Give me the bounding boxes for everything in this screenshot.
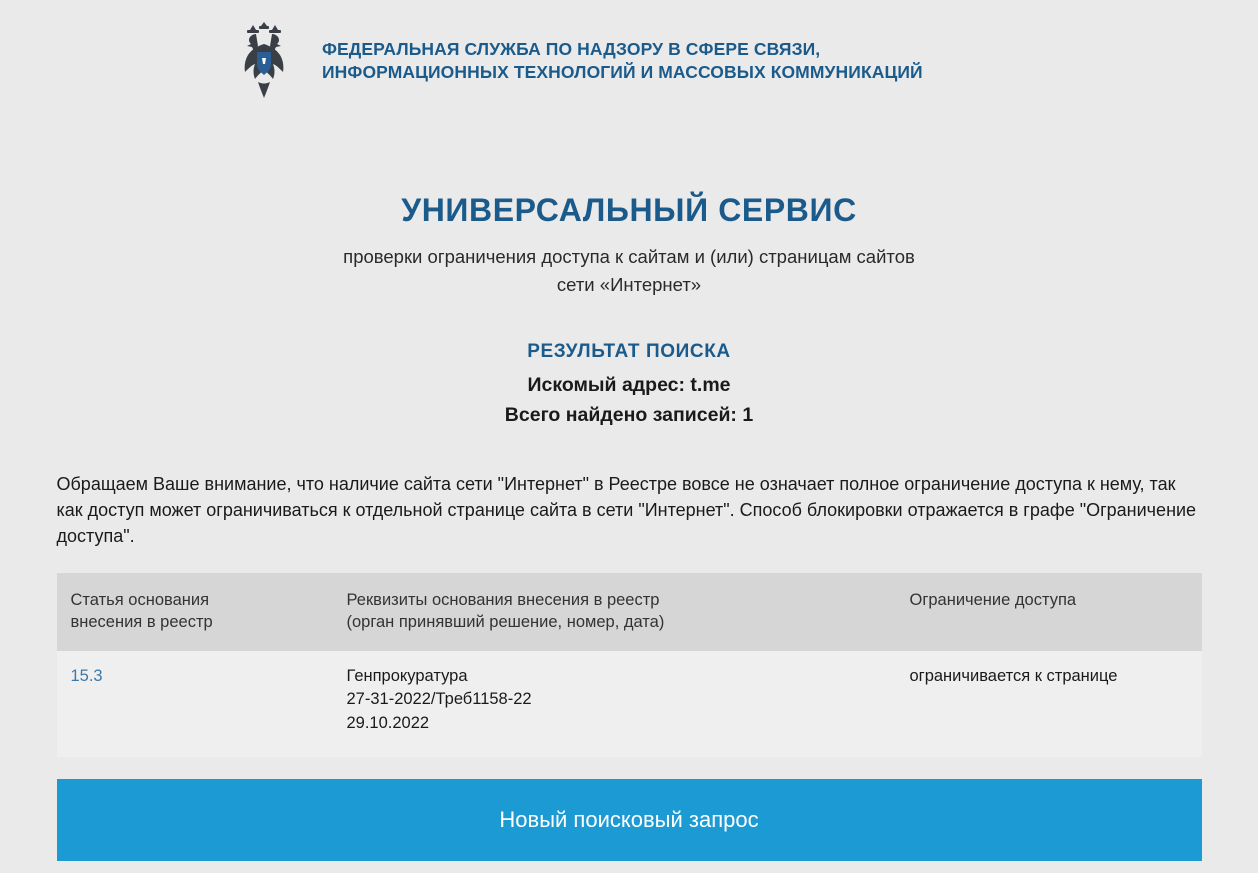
page-title: УНИВЕРСАЛЬНЫЙ СЕРВИС — [401, 192, 857, 228]
agency-name-line1: ФЕДЕРАЛЬНАЯ СЛУЖБА ПО НАДЗОРУ В СФЕРЕ СВЯЗИ, — [322, 38, 821, 59]
column-header-article-line2: внесения в реестр — [70, 613, 213, 632]
agency-name-line2: ИНФОРМАЦИОННЫХ ТЕХНОЛОГИЙ И МАССОВЫХ КОММУНИКАЦИЙ — [322, 62, 923, 82]
column-header-article — [57, 573, 333, 652]
cell-restriction: ограничивается к странице — [896, 651, 1202, 756]
cell-basis — [333, 651, 896, 756]
searched-address: Искомый адрес: t.me — [527, 373, 731, 396]
column-header-article-line1: Статья основания — [70, 590, 210, 609]
agency-name — [322, 38, 923, 85]
page-subtitle — [0, 243, 1258, 299]
records-found-count: Всего найдено записей: 1 — [504, 403, 754, 426]
column-header-basis-line2: (орган принявший решение, номер, дата) — [346, 613, 665, 632]
basis-number: 27-31-2022/Треб1158-22 — [346, 690, 532, 709]
page-subtitle-line1: проверки ограничения доступа к сайтам и (или) страницам сайтов — [343, 246, 915, 267]
new-search-button[interactable]: Новый поисковый запрос — [57, 779, 1202, 861]
cell-article — [57, 651, 333, 756]
search-result-heading: РЕЗУЛЬТАТ ПОИСКА — [527, 340, 731, 362]
column-header-basis — [333, 573, 896, 652]
registry-table-wrapper — [57, 573, 1202, 757]
article-link[interactable]: 15.3 — [70, 667, 103, 686]
basis-authority: Генпрокуратура — [346, 667, 468, 686]
double-headed-eagle-emblem-icon — [232, 22, 296, 100]
table-header-row — [57, 573, 1202, 652]
table-row — [57, 651, 1202, 756]
registry-table — [57, 573, 1202, 757]
page-subtitle-line2: сети «Интернет» — [556, 273, 702, 295]
site-header — [0, 0, 1258, 100]
basis-date: 29.10.2022 — [346, 713, 430, 732]
registry-notice-text: Обращаем Ваше внимание, что наличие сайта сети "Интернет" в Реестре вовсе не означает полное ограничение доступа к нему, так как доступ может ограничиваться к отдельной странице сайта в сети "Интернет". Способ блокировки отражается в графе "Ограничение доступа". — [56, 473, 1197, 546]
column-header-restriction: Ограничение доступа — [896, 573, 1202, 652]
column-header-basis-line1: Реквизиты основания внесения в реестр — [346, 590, 660, 609]
